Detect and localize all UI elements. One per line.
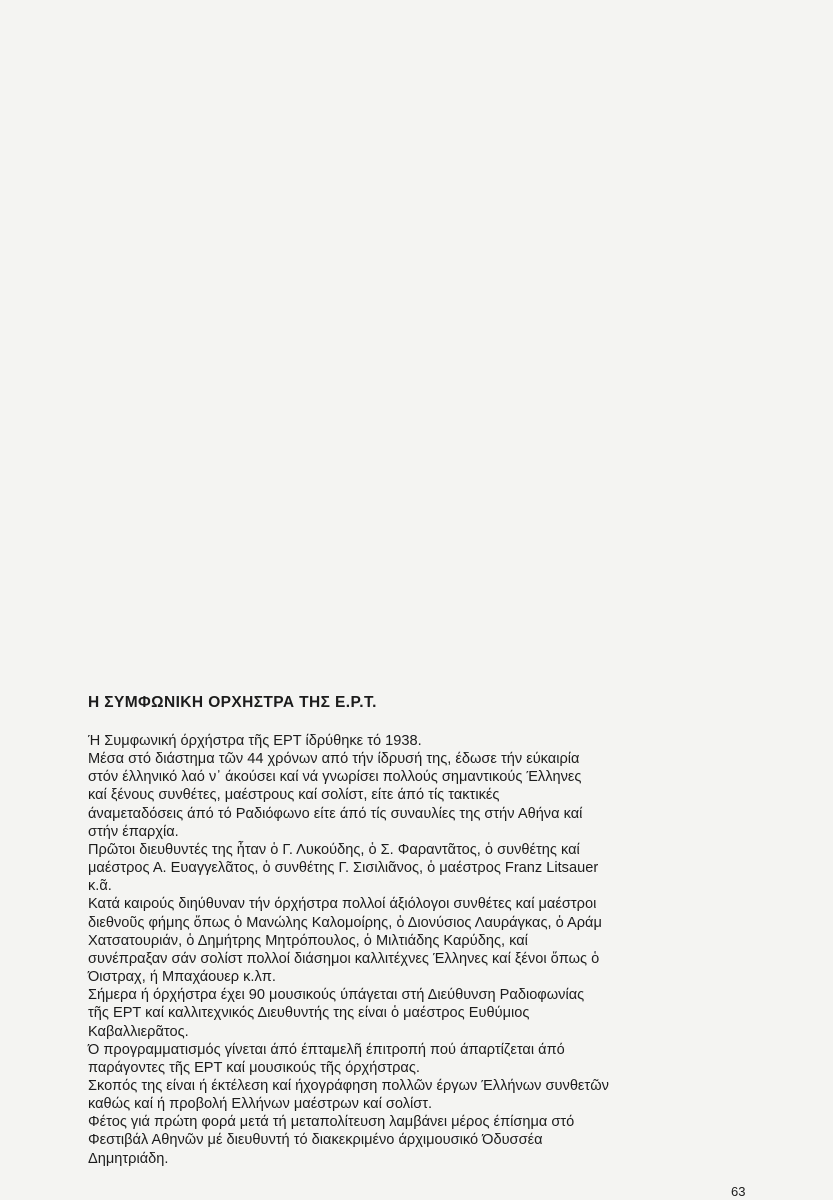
text-line: διεθνοῦς φήμης ὅπως ὁ Μανώλης Καλομοίρης, ὁ Διονύσιος Λαυράγκας, ὁ Αράμ — [88, 914, 602, 931]
text-line: Σήμερα ή όρχήστρα έχει 90 μουσικούς ύπάγεται στή Διεύθυνση Ραδιοφωνίας — [88, 987, 585, 1004]
page-title: Η ΣΥΜΦΩΝΙΚΗ ΟΡΧΗΣΤΡΑ ΤΗΣ Ε.Ρ.Τ. — [88, 694, 377, 711]
text-line: Ή Συμφωνική όρχήστρα τῆς ΕΡΤ ίδρύθηκε τό 1938. — [88, 733, 422, 749]
text-line: καί ξένους συνθέτες, μαέστρους καί σολίστ, είτε άπό τίς τακτικές — [88, 787, 500, 804]
text-line: στόν έλληνικό λαό ν᾽ άκούσει καί νά γνωρίσει πολλούς σημαντικούς Έλληνες — [88, 769, 582, 786]
text-line: Δημητριάδη. — [88, 1150, 169, 1167]
text-line: Σκοπός της είναι ή έκτέλεση καί ήχογράφηση πολλῶν έργων Έλλήνων συνθετῶν — [88, 1077, 609, 1094]
text-line: Μέσα στό διάστημα τῶν 44 χρόνων από τήν ίδρυσή της, έδωσε τήν εύκαιρία — [88, 751, 580, 768]
text-line: στήν έπαρχία. — [88, 823, 179, 840]
text-line: Φέτος γιά πρώτη φορά μετά τή μεταπολίτευση λαμβάνει μέρος έπίσημα στό — [88, 1114, 575, 1131]
text-line: καθώς καί ή προβολή Ελλήνων μαέστρων καί σολίστ. — [88, 1096, 433, 1113]
text-line: μαέστρος Α. Ευαγγελᾶτος, ὁ συνθέτης Γ. Σισιλιᾶνος, ὁ μαέστρος Franz Litsauer — [88, 860, 599, 877]
text-line: Καβαλλιερᾶτος. — [88, 1023, 189, 1040]
text-line: Όιστραχ, ή Μπαχάουερ κ.λπ. — [88, 969, 276, 986]
text-line: παράγοντες τῆς ΕΡΤ καί μουσικούς τῆς όρχήστρας. — [88, 1059, 420, 1076]
text-line: τῆς ΕΡΤ καί καλλιτεχνικός Διευθυντής της είναι ὁ μαέστρος Ευθύμιος — [88, 1005, 530, 1022]
body-text — [88, 732, 768, 1168]
text-line: Κατά καιρούς διηύθυναν τήν όρχήστρα πολλοί άξιόλογοι συνθέτες καί μαέστροι — [88, 896, 597, 913]
text-line: Χατσατουριάν, ὁ Δημήτρης Μητρόπουλος, ὁ Μιλτιάδης Καρύδης, καί — [88, 932, 528, 949]
text-line: Ό προγραμματισμός γίνεται άπό έπταμελῆ έπιτροπή πού άπαρτίζεται άπό — [88, 1041, 565, 1058]
text-line: Πρῶτοι διευθυντές της ἦταν ὁ Γ. Λυκούδης, ὁ Σ. Φαραντᾶτος, ὁ συνθέτης καί — [88, 841, 580, 858]
text-line: συνέπραξαν σάν σολίστ πολλοί διάσημοι καλλιτέχνες Έλληνες καί ξένοι ὅπως ὁ — [88, 950, 600, 967]
text-line: άναμεταδόσεις άπό τό Ραδιόφωνο είτε άπό τίς συναυλίες της στήν Αθήνα καί — [88, 805, 583, 822]
page-number: 63 — [731, 1184, 746, 1199]
text-line: Φεστιβάλ Αθηνῶν μέ διευθυντή τό διακεκριμένο άρχιμουσικό Όδυσσέα — [88, 1132, 543, 1149]
text-line: κ.ᾶ. — [88, 878, 112, 895]
